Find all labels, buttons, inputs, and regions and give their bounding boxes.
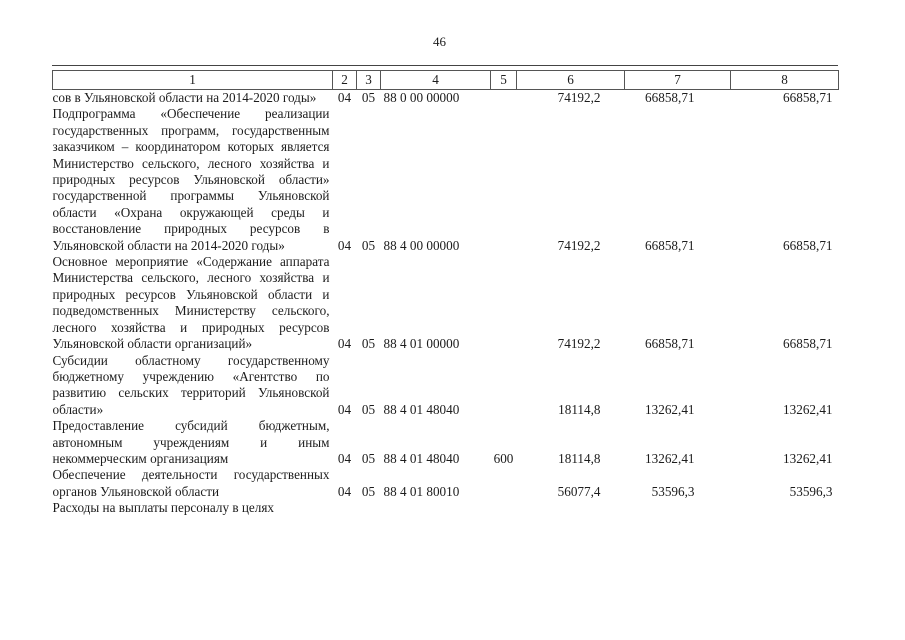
row-subsection-code: 05 [361, 237, 376, 253]
row-amount-col8: 13262,41 [783, 450, 833, 466]
row-expense-type [491, 467, 517, 500]
row-description: Расходы на выплаты персоналу в целях [52, 500, 275, 516]
table-row [53, 353, 839, 419]
row-amount-col6: 74192,2 [557, 237, 601, 253]
row-subsection-code [357, 500, 381, 516]
table-row [53, 467, 839, 500]
table-row [53, 106, 839, 254]
row-amount-col6: 56077,4 [557, 483, 601, 499]
table-row [53, 90, 839, 107]
row-description: сов в Ульяновской области на 2014-2020 годы» [52, 90, 317, 105]
row-amount-col6 [517, 500, 625, 516]
table-row [53, 500, 839, 516]
row-description: Субсидии областному государственному бюджетному учреждению «Агентство по развитию сельских территорий Ульяновской области» [52, 352, 330, 417]
row-target-article: 88 4 01 00000 [383, 336, 460, 352]
row-expense-type [491, 90, 517, 107]
row-subsection-code: 05 [361, 450, 376, 466]
row-target-article: 88 0 00 00000 [383, 90, 460, 105]
table-row [53, 254, 839, 352]
column-header: 1 [53, 71, 333, 90]
row-amount-col8: 53596,3 [789, 483, 833, 499]
budget-table [52, 70, 839, 517]
row-expense-type [491, 106, 517, 254]
column-header: 6 [517, 71, 625, 90]
row-amount-col7: 13262,41 [645, 450, 695, 466]
row-section-code [333, 500, 357, 516]
header-top-rule [52, 65, 838, 66]
row-section-code: 04 [337, 450, 352, 466]
row-amount-col8: 66858,71 [783, 336, 833, 352]
column-header: 8 [731, 71, 839, 90]
row-target-article: 88 4 01 48040 [383, 401, 460, 417]
row-expense-type: 600 [493, 450, 514, 466]
row-amount-col6: 74192,2 [557, 336, 601, 352]
header-row [53, 71, 839, 90]
row-section-code: 04 [337, 90, 352, 105]
row-description: Предоставление субсидий бюджетным, автономным учреждениям и иным некоммерческим организациям [52, 418, 330, 466]
column-header: 5 [491, 71, 517, 90]
row-target-article: 88 4 00 00000 [383, 237, 460, 253]
table-header [53, 71, 839, 90]
row-description: Обеспечение деятельности государственных органов Ульяновской области [52, 467, 330, 499]
row-amount-col8: 66858,71 [783, 237, 833, 253]
row-amount-col6: 74192,2 [557, 90, 601, 105]
row-subsection-code: 05 [361, 336, 376, 352]
row-target-article: 88 4 01 48040 [383, 450, 460, 466]
row-section-code: 04 [337, 483, 352, 499]
row-amount-col8 [731, 500, 839, 516]
row-subsection-code: 05 [361, 483, 376, 499]
column-header: 4 [381, 71, 491, 90]
row-amount-col8: 13262,41 [783, 401, 833, 417]
row-amount-col8: 66858,71 [783, 90, 833, 105]
row-description: Подпрограмма «Обеспечение реализации государственных программ, государственным заказчиком – координатором которых является Министерство сельского, лесного хозяйства и природных ресурсов Ульяновской области» государственной программы Ульяновской области «Охрана окружающей среды и восстановление природных ресурсов в Ульяновской области на 2014-2020 годы» [52, 106, 330, 253]
row-target-article: 88 4 01 80010 [383, 483, 460, 499]
row-expense-type [491, 254, 517, 352]
row-section-code: 04 [337, 336, 352, 352]
page-number: 46 [433, 34, 446, 49]
row-section-code: 04 [337, 401, 352, 417]
row-section-code: 04 [337, 237, 352, 253]
row-amount-col7 [625, 500, 731, 516]
row-amount-col7: 66858,71 [645, 336, 695, 352]
row-amount-col7: 66858,71 [645, 90, 695, 105]
column-header: 7 [625, 71, 731, 90]
row-amount-col6: 18114,8 [558, 401, 601, 417]
row-subsection-code: 05 [361, 90, 376, 105]
column-header: 2 [333, 71, 357, 90]
row-expense-type [491, 353, 517, 419]
table-body [53, 90, 839, 517]
row-subsection-code: 05 [361, 401, 376, 417]
row-amount-col7: 53596,3 [651, 483, 695, 499]
column-header: 3 [357, 71, 381, 90]
row-amount-col7: 13262,41 [645, 401, 695, 417]
row-expense-type [491, 500, 517, 516]
row-description: Основное мероприятие «Содержание аппарата Министерства сельского, лесного хозяйства и природных ресурсов Ульяновской области и подведомственных Министерству сельского, лесного хозяйства и природных ресурсов Ульяновской области организаций» [52, 254, 330, 352]
table-row [53, 418, 839, 467]
row-amount-col6: 18114,8 [558, 450, 601, 466]
row-target-article [381, 500, 491, 516]
row-amount-col7: 66858,71 [645, 237, 695, 253]
